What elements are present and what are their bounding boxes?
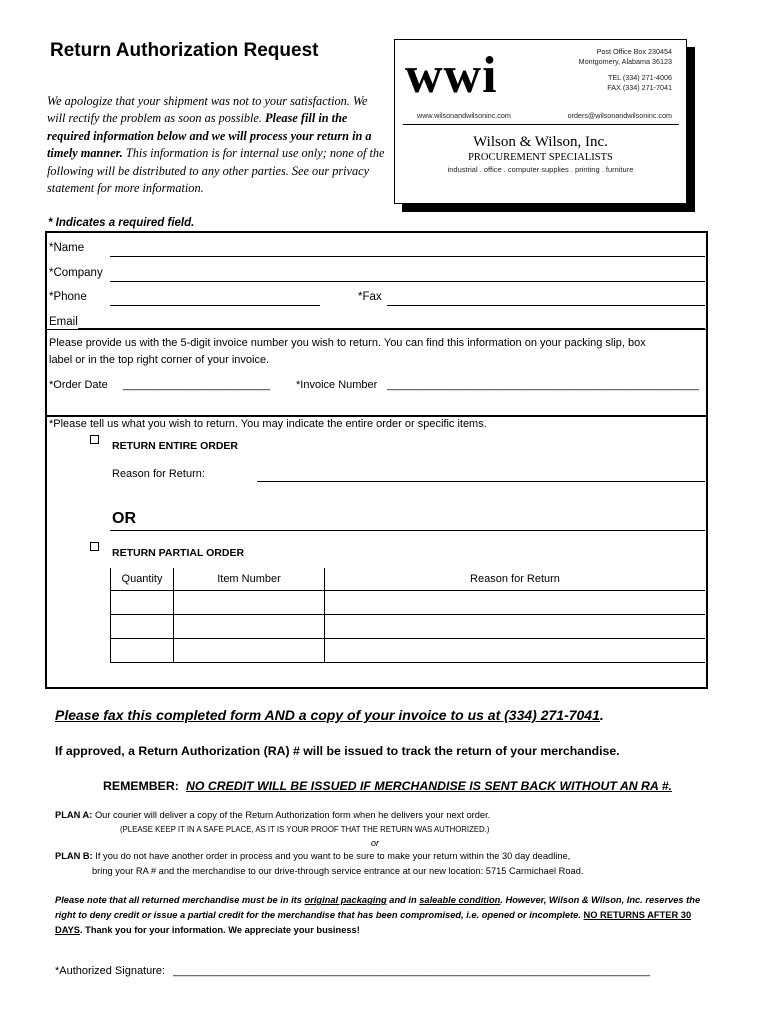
company-email[interactable]: orders@wilsonandwilsoninc.com [567,111,672,120]
signature-label: *Authorized Signature: [55,965,166,977]
intro-paragraph [47,93,389,197]
plan-a [55,810,490,820]
remember-label: REMEMBER: [103,779,179,793]
signature-field[interactable]: ______________________________________________________________________________ [173,965,651,977]
invoice-instructions-1: Please provide us with the 5-digit invoice number you wish to return. You can find this information on your packing slip, box [49,337,646,349]
return-items-table [110,568,705,663]
table-row [111,639,706,663]
company-field[interactable] [110,281,705,282]
company-tagline: PROCUREMENT SPECIALISTS [468,152,613,163]
or-divider: OR [112,510,136,527]
reason-cell[interactable] [325,639,706,663]
item-number-cell[interactable] [174,639,325,663]
plan-b-text: If you do not have another order in process and you want to be sure to make your return within the 30 day deadline, [95,851,571,861]
quantity-cell[interactable] [111,639,174,663]
note-original-packaging: original packaging [304,895,387,905]
col-reason: Reason for Return [325,568,706,591]
note-part-c: . However, Wilson & Wilson, Inc. reserves the right to deny credit or issue a partial credit for the merchandise that has been compromised, i.e. opened or incomplete. [55,895,701,920]
order-date-label: *Order Date [49,379,108,391]
table-row [111,591,706,615]
plan-or: or [371,838,380,848]
reason-cell[interactable] [325,591,706,615]
company-label: *Company [49,267,103,279]
intro-text-2: This information is for internal use only; none of the following will be distributed to any other parties. See our privacy statement for more information. [47,146,385,196]
note-saleable-condition: saleable condition [419,895,501,905]
plan-a-label: PLAN A: [55,810,93,820]
company-services: industrial . office . computer supplies . printing . furniture [447,165,634,174]
name-field[interactable] [110,256,705,257]
return-partial-checkbox[interactable] [90,542,99,551]
company-name: Wilson & Wilson, Inc. [473,134,608,150]
item-number-cell[interactable] [174,615,325,639]
plan-a-sub: (PLEASE KEEP IT IN A SAFE PLACE, AS IT IS YOUR PROOF THAT THE RETURN WAS AUTHORIZED.) [120,825,490,834]
email-label: Email [49,316,78,328]
phone-label: *Phone [49,291,87,303]
table-row [111,615,706,639]
col-item-number: Item Number [174,568,325,591]
reason-cell[interactable] [325,615,706,639]
plan-b-label: PLAN B: [55,851,93,861]
return-entire-checkbox[interactable] [90,435,99,444]
fax-instruction: Please fax this completed form AND a copy of your invoice to us at (334) 271-7041. [55,707,604,723]
remember-text: NO CREDIT WILL BE ISSUED IF MERCHANDISE IS SENT BACK WITHOUT AN RA #. [186,779,672,793]
ra-note: If approved, a Return Authorization (RA) # will be issued to track the return of your merchandise. [55,744,620,758]
returns-policy-note [55,893,715,938]
reason-field[interactable] [257,481,705,482]
table-header-row [111,568,706,591]
item-number-cell[interactable] [174,591,325,615]
return-partial-label: RETURN PARTIAL ORDER [112,547,245,559]
note-no-returns: NO RETURNS AFTER 30 DAYS [55,910,692,935]
name-label: *Name [49,242,85,254]
letterhead [394,39,687,204]
required-note: * Indicates a required field. [48,217,195,229]
address-line-1: Post Office Box 230454 [596,47,672,56]
company-logo: wwi [405,47,498,104]
order-date-field[interactable]: ________________________ [123,379,270,391]
note-part-e: . Thank you for your information. We appreciate your business! [79,925,360,935]
company-address [579,47,672,67]
or-rule [110,530,705,531]
company-tel: TEL (334) 271-4006 [607,73,672,82]
quantity-cell[interactable] [111,615,174,639]
page-title: Return Authorization Request [50,40,319,61]
note-part-b: and in [386,895,420,905]
invoice-instructions-2: label or in the top right corner of your invoice. [49,354,270,366]
return-entire-label: RETURN ENTIRE ORDER [112,440,239,452]
fax-instruction-text: Please fax this completed form AND a copy of your invoice to us at (334) 271-7041 [55,707,600,723]
letterhead-divider [403,124,679,125]
invoice-number-field[interactable]: ___________________________________________________ [387,379,700,391]
fax-label: *Fax [358,291,382,303]
intro-text-bold: Please fill in the required information below and we will process your return in a timely manner. [47,111,372,161]
intro-text-1: We apologize that your shipment was not to your satisfaction. We will rectify the problem as soon as possible. [47,94,368,126]
note-part-a: Please note that all returned merchandise must be in its [55,895,305,905]
reason-label: Reason for Return: [112,468,205,480]
company-phones [607,73,672,93]
company-website[interactable]: www.wilsonandwilsoninc.com [417,111,511,120]
plan-a-text: Our courier will deliver a copy of the Return Authorization form when he delivers your next order. [94,810,491,820]
fax-field[interactable] [387,305,705,306]
plan-b-text-2: bring your RA # and the merchandise to our drive-through service entrance at our new location: 5715 Carmichael Road. [92,866,584,876]
plan-b [55,851,570,861]
invoice-number-label: *Invoice Number [296,379,378,391]
col-quantity: Quantity [111,568,174,591]
returns-prompt: *Please tell us what you wish to return. You may indicate the entire order or specific items. [49,418,487,430]
address-line-2: Montgomery, Alabama 36123 [578,57,672,66]
company-fax: FAX (334) 271-7041 [607,83,672,92]
quantity-cell[interactable] [111,591,174,615]
phone-field[interactable] [110,305,320,306]
